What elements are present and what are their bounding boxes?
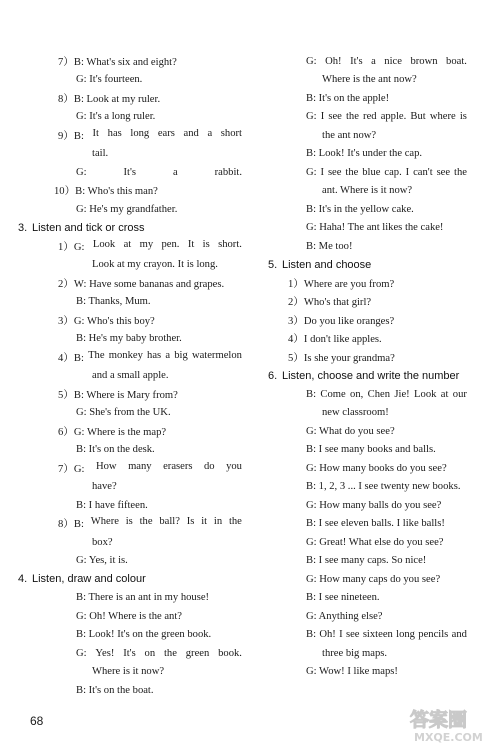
line-text: B: There is an ant in my house! bbox=[76, 592, 210, 603]
dialogue-line bbox=[288, 274, 467, 292]
dialogue-line bbox=[288, 293, 467, 311]
dialogue-line bbox=[322, 126, 467, 144]
dialogue-line bbox=[76, 441, 242, 459]
line-text: B: It's on the apple! bbox=[306, 92, 390, 104]
watermark-text: 答案圈 bbox=[410, 709, 468, 731]
dialogue-line bbox=[76, 681, 242, 699]
section-number: 5. bbox=[268, 258, 278, 271]
line-text: G: It's a rabbit. bbox=[76, 166, 242, 178]
dialogue-line bbox=[306, 478, 467, 496]
dialogue-line bbox=[306, 496, 467, 514]
dialogue-line bbox=[58, 52, 242, 70]
line-text: Where is it now? bbox=[92, 666, 165, 677]
dialogue-line bbox=[58, 89, 242, 107]
dialogue-line bbox=[306, 589, 467, 607]
dialogue-line bbox=[306, 607, 467, 625]
dialogue-line bbox=[288, 311, 467, 329]
line-text: 4）I don't like apples. bbox=[288, 334, 382, 345]
section-title: Listen and tick or cross bbox=[32, 221, 145, 234]
dialogue-line bbox=[306, 459, 467, 477]
dialogue-line bbox=[58, 311, 242, 329]
line-text: B: I see many caps. So nice! bbox=[306, 555, 427, 566]
dialogue-line bbox=[58, 515, 242, 533]
line-text: B: He's my baby brother. bbox=[76, 333, 182, 344]
dialogue-line bbox=[306, 200, 467, 218]
dialogue-line bbox=[306, 441, 467, 459]
dialogue-line bbox=[76, 200, 242, 218]
dialogue-line bbox=[306, 570, 467, 588]
line-text: G: Haha! The ant likes the cake! bbox=[306, 222, 444, 233]
dialogue-line bbox=[54, 182, 242, 200]
watermark-logo bbox=[408, 702, 498, 744]
dialogue-line bbox=[58, 126, 242, 144]
line-text: G: Wow! I like maps! bbox=[306, 666, 398, 677]
line-text: box? bbox=[92, 536, 113, 548]
watermark-url: MXQE.COM bbox=[414, 731, 483, 744]
line-text: G: Yes, it is. bbox=[76, 555, 128, 566]
dialogue-line bbox=[76, 404, 242, 422]
dialogue-line bbox=[92, 478, 242, 496]
dialogue-line bbox=[306, 163, 467, 181]
line-text: 8）B: Where is the ball? Is it in the bbox=[58, 516, 242, 530]
dialogue-line bbox=[306, 663, 467, 681]
section-heading bbox=[268, 367, 500, 385]
dialogue-line bbox=[306, 626, 467, 644]
section-heading bbox=[18, 219, 262, 237]
line-text: 7）B: What's six and eight? bbox=[58, 56, 177, 68]
dialogue-line bbox=[306, 219, 467, 237]
line-text: Look at my crayon. It is long. bbox=[92, 259, 218, 270]
line-text: 10）B: Who's this man? bbox=[54, 186, 158, 197]
dialogue-line bbox=[58, 274, 242, 292]
line-text: have? bbox=[92, 481, 117, 492]
line-text: B: Thanks, Mum. bbox=[76, 296, 151, 307]
line-text: G: How many books do you see? bbox=[306, 462, 447, 474]
line-text: 1）G: Look at my pen. It is short. bbox=[58, 238, 242, 253]
line-text: B: 1, 2, 3 ... I see twenty new books. bbox=[306, 481, 461, 492]
dialogue-line bbox=[306, 237, 467, 255]
line-text: 1）Where are you from? bbox=[288, 278, 395, 290]
dialogue-line bbox=[58, 237, 242, 255]
dialogue-line bbox=[306, 515, 467, 533]
dialogue-line bbox=[306, 52, 467, 70]
dialogue-line bbox=[306, 145, 467, 163]
dialogue-line bbox=[76, 552, 242, 570]
line-text: 9）B: It has long ears and a short bbox=[58, 127, 242, 142]
line-text: B: Look! It's under the cap. bbox=[306, 148, 423, 159]
dialogue-line bbox=[76, 589, 242, 607]
line-text: B: It's in the yellow cake. bbox=[306, 203, 414, 215]
section-number: 4. bbox=[18, 573, 28, 585]
line-text: B: I have fifteen. bbox=[76, 499, 148, 511]
dialogue-line bbox=[76, 626, 242, 644]
line-text: 8）B: Look at my ruler. bbox=[58, 93, 161, 105]
line-text: and a small apple. bbox=[92, 370, 169, 381]
line-text: ant. Where is it now? bbox=[322, 185, 413, 196]
dialogue-line bbox=[58, 348, 242, 366]
dialogue-line bbox=[76, 644, 242, 662]
dialogue-line bbox=[306, 108, 467, 126]
line-text: B: Look! It's on the green book. bbox=[76, 629, 212, 640]
line-text: G: What do you see? bbox=[306, 425, 395, 437]
line-text: the ant now? bbox=[322, 129, 377, 141]
dialogue-line bbox=[76, 330, 242, 348]
section-number: 3. bbox=[18, 221, 28, 234]
line-text: 2）W: Have some bananas and grapes. bbox=[58, 278, 225, 290]
section-heading bbox=[18, 570, 262, 588]
dialogue-line bbox=[306, 385, 467, 403]
line-text: G: It's fourteen. bbox=[76, 74, 143, 85]
line-text: G: Yes! It's on the green book. bbox=[76, 647, 242, 659]
line-text: B: It's on the desk. bbox=[76, 444, 155, 455]
dialogue-line bbox=[58, 385, 242, 403]
line-text: tail. bbox=[92, 148, 109, 159]
line-text: B: I see eleven balls. I like balls! bbox=[306, 518, 445, 529]
section-title: Listen, draw and colour bbox=[32, 573, 146, 585]
page-number: 68 bbox=[30, 714, 44, 728]
line-text: 5）Is she your grandma? bbox=[288, 352, 395, 364]
dialogue-line bbox=[322, 182, 467, 200]
line-text: B: Oh! I see sixteen long pencils and bbox=[306, 629, 467, 640]
line-text: Where is the ant now? bbox=[322, 74, 417, 85]
dialogue-line bbox=[322, 644, 467, 662]
dialogue-line bbox=[306, 422, 467, 440]
dialogue-line bbox=[288, 330, 467, 348]
line-text: 2）Who's that girl? bbox=[288, 297, 372, 308]
line-text: 4）B: The monkey has a big watermelon bbox=[58, 349, 242, 364]
dialogue-line bbox=[76, 163, 242, 181]
dialogue-line bbox=[92, 533, 242, 551]
line-text: G: It's a long ruler. bbox=[76, 111, 156, 122]
line-text: 5）B: Where is Mary from? bbox=[58, 389, 178, 401]
section-title: Listen, choose and write the number bbox=[282, 369, 460, 382]
section-heading bbox=[268, 256, 500, 274]
line-text: 3）Do you like oranges? bbox=[288, 315, 395, 327]
dialogue-line bbox=[76, 108, 242, 126]
dialogue-line bbox=[92, 256, 242, 274]
line-text: G: She's from the UK. bbox=[76, 407, 171, 418]
line-text: G: I see the blue cap. I can't see the bbox=[306, 166, 467, 178]
dialogue-line bbox=[306, 533, 467, 551]
line-text: B: Me too! bbox=[306, 240, 353, 252]
line-text: B: I see nineteen. bbox=[306, 592, 380, 603]
dialogue-line bbox=[288, 348, 467, 366]
dialogue-line bbox=[92, 663, 242, 681]
dialogue-line bbox=[92, 145, 242, 163]
dialogue-line bbox=[76, 71, 242, 89]
dialogue-line bbox=[306, 552, 467, 570]
dialogue-line bbox=[322, 404, 467, 422]
dialogue-line bbox=[76, 496, 242, 514]
dialogue-line bbox=[58, 422, 242, 440]
line-text: G: Anything else? bbox=[306, 610, 383, 622]
line-text: 3）G: Who's this boy? bbox=[58, 315, 155, 327]
section-number: 6. bbox=[268, 369, 278, 382]
line-text: G: How many balls do you see? bbox=[306, 499, 442, 511]
dialogue-line bbox=[76, 293, 242, 311]
dialogue-line bbox=[92, 367, 242, 385]
line-text: B: I see many books and balls. bbox=[306, 444, 436, 455]
dialogue-line bbox=[322, 71, 467, 89]
line-text: G: I see the red apple. But where is bbox=[306, 111, 467, 122]
line-text: B: Come on, Chen Jie! Look at our bbox=[306, 388, 467, 400]
line-text: G: Oh! Where is the ant? bbox=[76, 610, 182, 622]
line-text: B: It's on the boat. bbox=[76, 684, 154, 696]
dialogue-line bbox=[76, 607, 242, 625]
line-text: new classroom! bbox=[322, 407, 389, 418]
line-text: 6）G: Where is the map? bbox=[58, 426, 167, 438]
line-text: three big maps. bbox=[322, 647, 388, 659]
section-title: Listen and choose bbox=[282, 258, 372, 271]
line-text: G: Great! What else do you see? bbox=[306, 536, 444, 548]
dialogue-line bbox=[58, 459, 242, 477]
line-text: G: He's my grandfather. bbox=[76, 203, 178, 215]
line-text: 7）G: How many erasers do you bbox=[58, 460, 242, 475]
dialogue-line bbox=[306, 89, 467, 107]
line-text: G: Oh! It's a nice brown boat. bbox=[306, 55, 467, 67]
line-text: G: How many caps do you see? bbox=[306, 573, 441, 585]
